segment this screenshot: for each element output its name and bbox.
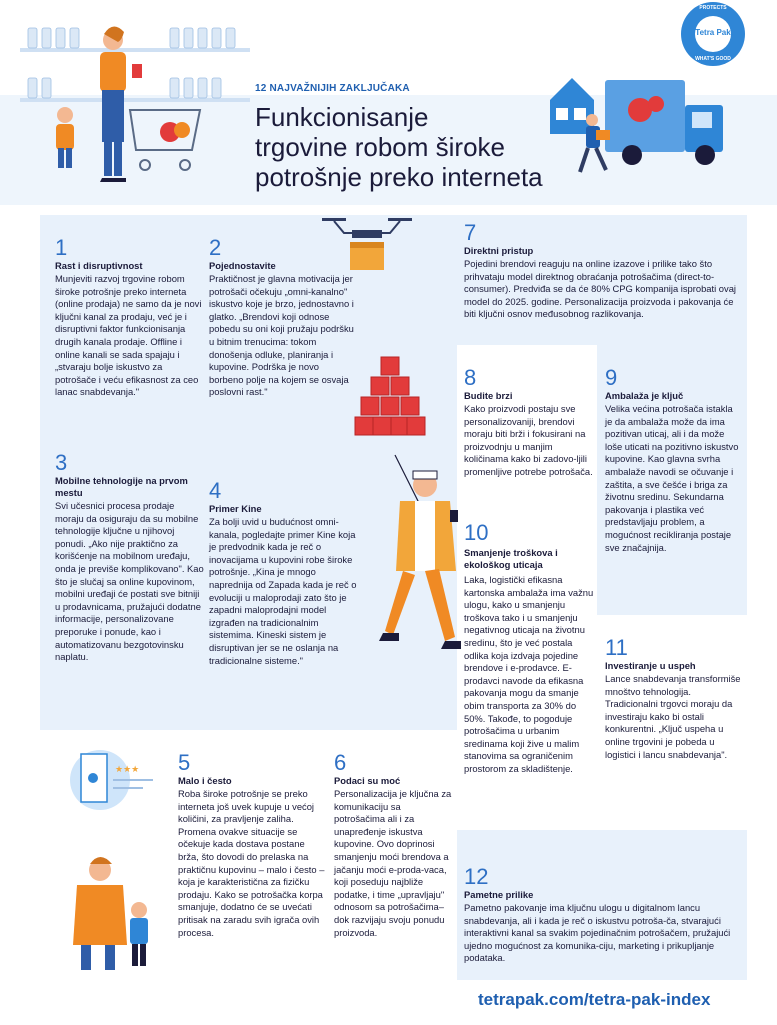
delivery-man-illustration (365, 455, 475, 710)
section-12-title: Pametne prilike (464, 889, 534, 900)
section-4-title: Primer Kine (209, 503, 262, 514)
section-5-number: 5 (178, 750, 191, 775)
section-8-title: Budite brzi (464, 390, 513, 401)
section-10-title: Smanjenje troškova i ekološkog uticaja (464, 547, 558, 570)
section-12-body: Pametno pakovanje ima ključnu ulogu u digitalnom lancu snabdevanja, ali i kada je reč o iskustvu potroša-ča, stvarajući interaktivni kanal sa svakim pojedinačnim potrošačem, pružajući ujedno mogućnost za komunika-ciju, marketing i prikupljanje podataka. (464, 902, 731, 964)
box-pyramid-illustration (355, 355, 425, 440)
section-4-body: Za bolji uvid u budućnost omni-kanala, pogledajte primer Kine koja je predvodnik kada je reč o inovacijama u kupovini robe široke potrošnje. „Kina je mnogo naprednija od Zapada kada je reč o evoluciji u maloprodaji zato što je zapadni maloprodajni model izgrađen na tradicionalnim sistemima. Kineski sistem je disruptivan jer se ne oslanja na tradicionalne sisteme." (209, 516, 357, 666)
section-2-title: Pojednostavite (209, 260, 276, 271)
section-11-title: Investiranje u uspeh (605, 660, 696, 671)
section-5-body: Roba široke potrošnje se preko interneta još uvek kupuje u većoj količini, za pravljenje zaliha. Promena ovakve situacije se očekuje kada dostava postane brža, što dovodi do prelaska na praktičnu kupovinu – malo i često – koja je karakteristična za fizičku prodaju. Kako se potrošačka korpa smanjuje, dodatno će se uvećati pritisak na zaradu svih igrača ovih procesa. (178, 788, 325, 938)
section-7-number: 7 (464, 220, 477, 245)
section-10-body: Laka, logistički efikasna kartonska ambalaža ima važnu ulogu, kako u smanjenju troškova tako i u smanjenju negativnog uticaja na životnu sredinu, što je već postala odlika koja izdvaja pojedine brendove i e-prodavce. E-prodavci navode da efikasna pakovanja mogu da smanje obim transporta za 30% do 50%. Takođe, to pogoduje potrošačima u urbanim sredinama koji žive u malim stanovima sa ograničenim prostorom za skladištenje. (464, 574, 594, 774)
section-12-number: 12 (464, 864, 489, 889)
footer-url-link[interactable]: tetrapak.com/tetra-pak-index (478, 990, 711, 1009)
section-1-body: Munjeviti razvoj trgovine robom široke potrošnje preko interneta (online prodaja) ne samo da je novi ključni kanal za prodaju, već je i disruptivni faktor funkcionisanja drugih kanala prodaje. Offline i online kanali se sada spajaju i „stvaraju bolje iskustvo za potrošače i veću efikasnost za ceo lanac snabdevanja." (55, 273, 202, 398)
shopper-family-illustration (20, 20, 250, 210)
section-6-body: Personalizacija je ključna za komunikaciju sa potrošačima ali i za unapređenje iskustva kupovine. Ovo doprinosi smanjenju moći brendova a jačanju moći e-proda-vaca, koji poseduju najbliže podatke, i time „upravljaju" odnosom sa potrošačima– dok razvijaju svoju ponudu proizvoda. (334, 788, 452, 938)
section-8-body: Kako proizvodi postaju sve personalizovaniji, brendovi moraju biti brži i fokusirani na proizvodnju u manjim količinama kako bi zadovo-ljili promenljive potrebe potrošača. (464, 403, 593, 477)
section-6-title: Podaci su moć (334, 775, 401, 786)
section-7-title: Direktni pristup (464, 245, 534, 256)
section-2-body: Praktičnost je glavna motivacija jer potrošači očekuju „omni-kanalno" iskustvo koje je brzo, jednostavno i glatko. „Brendovi koji odnose pobedu su oni koji pružaju podršku u bitnim trenucima: tokom donošenja odluke, planiranja i kupovine. Podrška je novo borbeno polje na kojem se osvaja poslovni rast." (209, 273, 354, 398)
section-9-body: Velika većina potrošača istakla je da ambalaža može da ima pozitivan uticaj, ali i da može loše uticati na pozitivno iskustvo kupovine. Kao glavna svrha ambalaže navodi se očuvanje i zaštita, a sve češće i briga za životnu sredinu. Sekundarna pakovanja i plastika već predstavljaju problem, a mogućnost recikliranja postaje sve značajnija. (605, 403, 739, 553)
svg-text:★★★: ★★★ (115, 765, 140, 775)
logo-arc-top: PROTECTS (699, 5, 727, 11)
tetra-pak-logo (681, 2, 745, 66)
section-10-number: 10 (464, 520, 489, 545)
section-11-body: Lance snabdevanja transformiše mnoštvo tehnologija. Tradicionalni trgovci moraju da investiraju kako bi ostali konkurentni. „Ključ uspeha u online trgovini je pobeda u logistici i lancu snabdevanja". (605, 673, 741, 760)
section-9-title: Ambalaža je ključ (605, 390, 684, 401)
page-title: Funkcionisanje trgovine robom široke potrošnje preko interneta (255, 102, 543, 192)
section-4-number: 4 (209, 478, 222, 503)
logo-brand: Tetra Pak (695, 28, 731, 37)
section-7-body: Pojedini brendovi reaguju na online izazove i prilike tako što prihvataju model direktnog obraćanja potrošačima (direct-to-consumer). Predviđa se da će 80% CPG kompanija isprobati ovaj model do 2025. godine. Personalizacija proizvoda i pakovanja će biti ključni osnov međusobnog razlikovanja. (464, 258, 737, 320)
section-9-number: 9 (605, 365, 618, 390)
mobile-shopper-illustration (55, 740, 175, 975)
section-3-body: Svi učesnici procesa prodaje moraju da osiguraju da su mobilne tehnologije ključne u njihovoj ponudi. „Ako nije praktično za korišćenje na mobilnom uređaju, onda je previše komplikovano". Kao što je slučaj sa online kupovinom, mobilni uređaji će postati sve bitniji u prodavnicama, pružajući dodatne informacije, personalizovane preporuke i ponude, kao i automatizovanu bezgotovinsku naplatu. (55, 500, 204, 663)
section-2-number: 2 (209, 235, 222, 260)
kicker-text: 12 NAJVAŽNIJIH ZAKLJUČAKA (255, 83, 410, 94)
section-11-number: 11 (605, 635, 628, 660)
delivery-truck-illustration (540, 60, 740, 200)
section-8-number: 8 (464, 365, 477, 390)
section-3-number: 3 (55, 450, 68, 475)
section-1-title: Rast i disruptivnost (55, 260, 143, 271)
section-5-title: Malo i često (178, 775, 232, 786)
section-6-number: 6 (334, 750, 347, 775)
logo-arc-bottom: WHAT'S GOOD (695, 56, 731, 62)
section-1-number: 1 (55, 235, 68, 260)
section-3-title: Mobilne tehnologije na prvom mestu (55, 475, 188, 498)
